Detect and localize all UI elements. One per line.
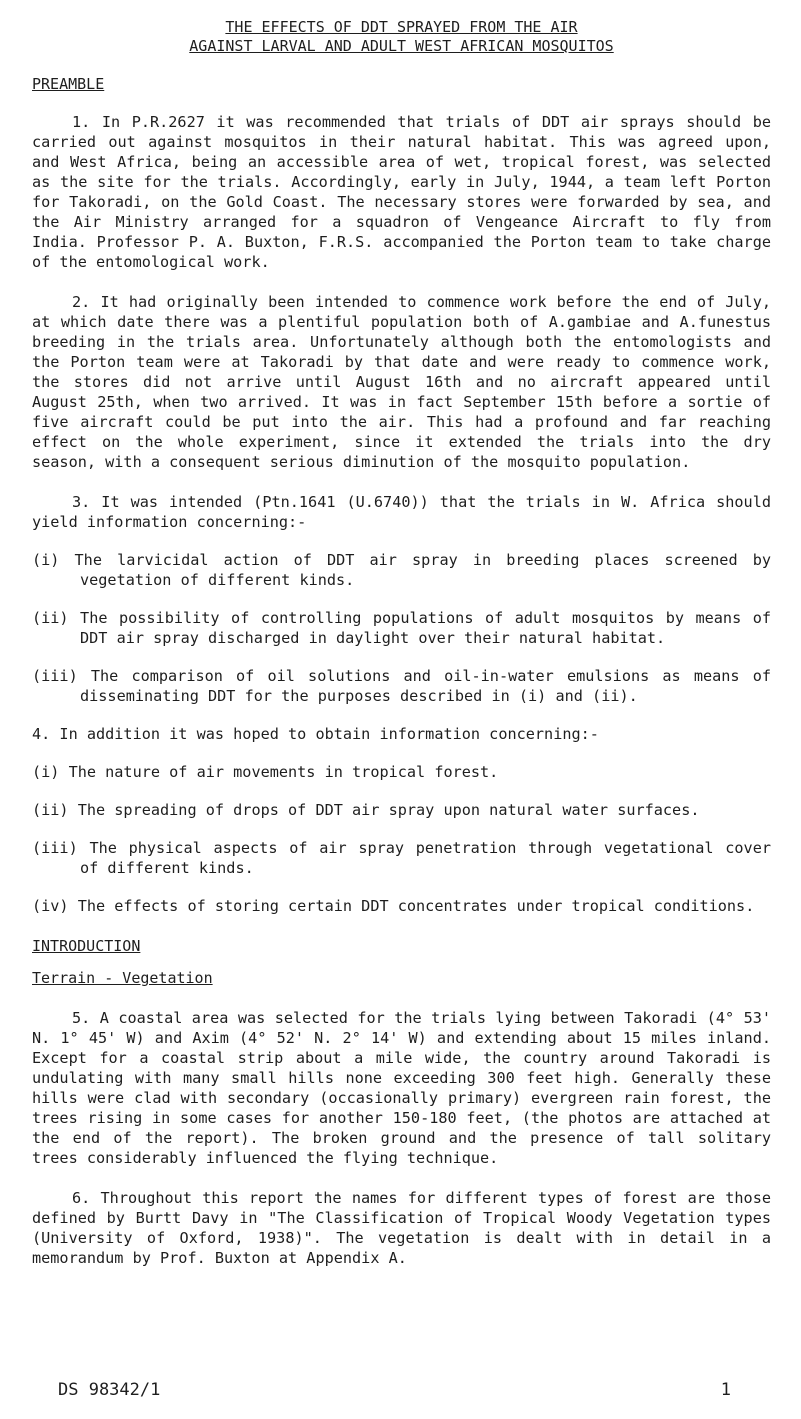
title-line-2: AGAINST LARVAL AND ADULT WEST AFRICAN MOSQUITOS	[189, 37, 614, 55]
item-3-ii: (ii) The possibility of controlling populations of adult mosquitos by means of DDT air spray discharged in daylight over their natural habitat.	[32, 609, 771, 647]
document-reference: DS 98342/1	[58, 1380, 161, 1400]
page-number: 1	[720, 1380, 731, 1400]
paragraph-3: 3. It was intended (Ptn.1641 (U.6740)) that the trials in W. Africa should yield information concerning:-	[32, 493, 771, 531]
item-3-iii: (iii) The comparison of oil solutions and oil-in-water emulsions as means of disseminating DDT for the purposes described in (i) and (ii).	[32, 667, 771, 705]
paragraph-5: 5. A coastal area was selected for the trials lying between Takoradi (4° 53' N. 1° 45' W) and Axim (4° 52' N. 2° 14' W) and extending about 15 miles inland. Except for a coastal strip about a mile wide, the country around Takoradi is undulating with many small hills none exceeding 300 feet high. Generally these hills were clad with secondary (occasionally primary) evergreen rain forest, the trees rising in some cases for another 150-180 feet, (the photos are attached at the end of the report). The broken ground and the presence of tall solitary trees considerably influenced the flying technique.	[32, 1009, 771, 1167]
paragraph-1: 1. In P.R.2627 it was recommended that trials of DDT air sprays should be carried out against mosquitos in their natural habitat. This was agreed upon, and West Africa, being an accessible area of wet, tropical forest, was selected as the site for the trials. Accordingly, early in July, 1944, a team left Porton for Takoradi, on the Gold Coast. The necessary stores were forwarded by sea, and the Air Ministry arranged for a squadron of Vengeance Aircraft to fly from India. Professor P. A. Buxton, F.R.S. accompanied the Porton team to take charge of the entomological work.	[32, 113, 771, 271]
item-4-i: (i) The nature of air movements in tropical forest.	[32, 763, 499, 781]
preamble-heading: PREAMBLE	[32, 75, 105, 93]
item-3-i: (i) The larvicidal action of DDT air spray in breeding places screened by vegetation of different kinds.	[32, 551, 771, 589]
title-line-1: THE EFFECTS OF DDT SPRAYED FROM THE AIR	[225, 18, 578, 36]
item-4-iii: (iii) The physical aspects of air spray penetration through vegetational cover of different kinds.	[32, 839, 771, 877]
paragraph-4: 4. In addition it was hoped to obtain information concerning:-	[32, 725, 599, 743]
paragraph-6: 6. Throughout this report the names for different types of forest are those defined by Burtt Davy in "The Classification of Tropical Woody Vegetation types (University of Oxford, 1938)". The vegetation is dealt with in detail in a memorandum by Prof. Buxton at Appendix A.	[32, 1189, 771, 1267]
terrain-vegetation-heading: Terrain - Vegetation	[32, 969, 213, 987]
item-4-iv: (iv) The effects of storing certain DDT concentrates under tropical conditions.	[32, 897, 755, 915]
paragraph-2: 2. It had originally been intended to commence work before the end of July, at which date there was a plentiful population both of A.gambiae and A.funestus breeding in the trials area. Unfortunately although both the entomologists and the Porton team were at Takoradi by that date and were ready to commence work, the stores did not arrive until August 16th and no aircraft appeared until August 25th, when two arrived. It was in fact September 15th before a sortie of five aircraft could be put into the air. This had a profound and far reaching effect on the whole experiment, since it extended the trials into the dry season, with a consequent serious diminution of the mosquito population.	[32, 293, 771, 471]
page-footer	[58, 1380, 731, 1400]
document-title	[32, 18, 771, 56]
item-4-ii: (ii) The spreading of drops of DDT air spray upon natural water surfaces.	[32, 801, 700, 819]
introduction-heading: INTRODUCTION	[32, 937, 141, 955]
